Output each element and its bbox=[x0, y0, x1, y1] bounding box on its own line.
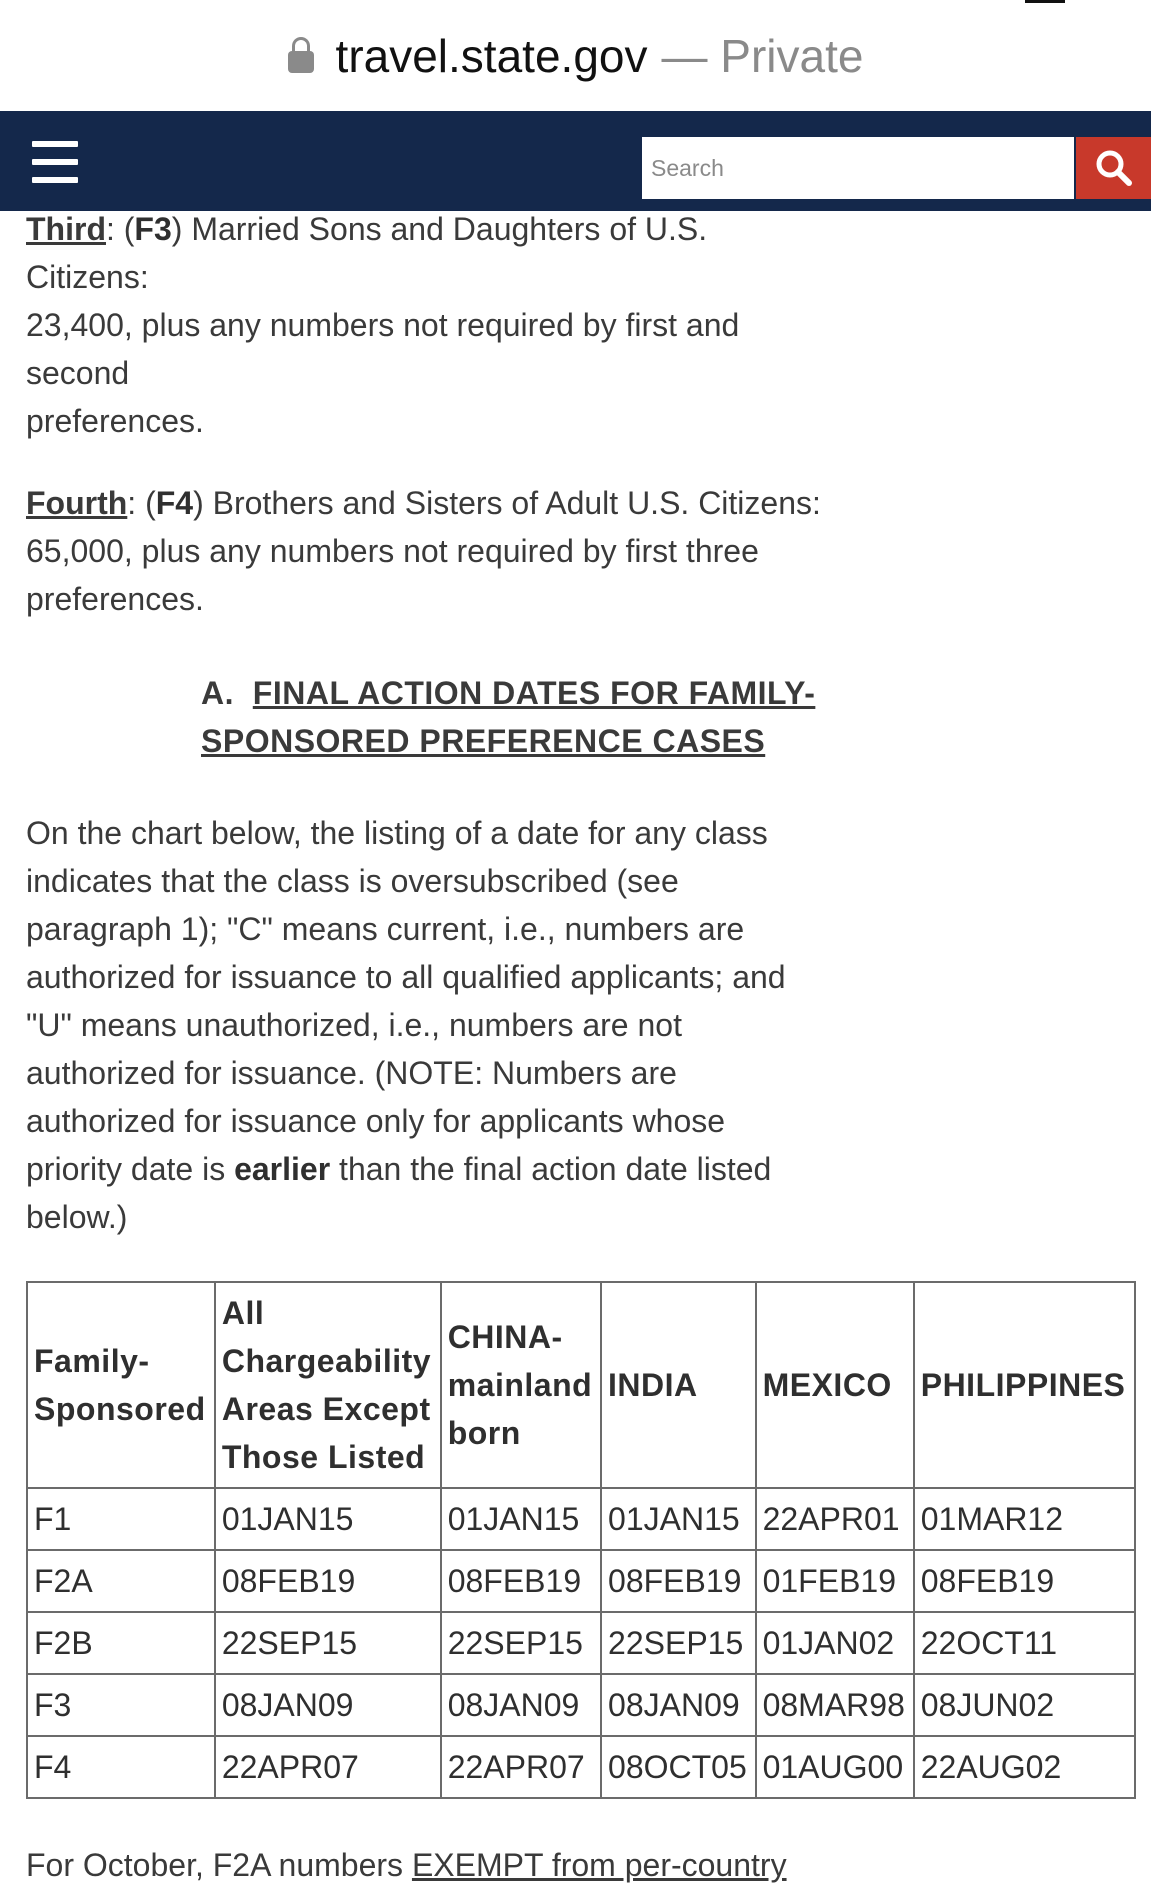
table-cell: 08JAN09 bbox=[215, 1674, 441, 1736]
table-row bbox=[27, 1674, 1135, 1736]
final-action-dates-table bbox=[26, 1281, 1136, 1799]
browser-url-bar[interactable] bbox=[0, 0, 1151, 111]
table-cell: F4 bbox=[27, 1736, 215, 1798]
table-cell: 08JAN09 bbox=[441, 1674, 601, 1736]
table-cell: 08JAN09 bbox=[601, 1674, 756, 1736]
table-row bbox=[27, 1612, 1135, 1674]
table-cell: 08JUN02 bbox=[914, 1674, 1135, 1736]
table-cell: 08FEB19 bbox=[601, 1550, 756, 1612]
search-input[interactable] bbox=[642, 137, 1074, 199]
explanation-bold: earlier bbox=[234, 1151, 331, 1187]
search-icon bbox=[1094, 148, 1134, 188]
table-cell: 08FEB19 bbox=[914, 1550, 1135, 1612]
status-indicator bbox=[1025, 0, 1065, 3]
table-cell: 01MAR12 bbox=[914, 1488, 1135, 1550]
table-cell: 22APR07 bbox=[215, 1736, 441, 1798]
section-title-line-2: SPONSORED PREFERENCE CASES bbox=[201, 723, 766, 759]
table-cell: 22AUG02 bbox=[914, 1736, 1135, 1798]
footer-paragraph bbox=[26, 1841, 1136, 1889]
fourth-code: F4 bbox=[155, 485, 194, 521]
table-cell: 08FEB19 bbox=[441, 1550, 601, 1612]
table-row bbox=[27, 1488, 1135, 1550]
table-cell: F2B bbox=[27, 1612, 215, 1674]
section-heading bbox=[201, 669, 821, 765]
third-text-3: preferences. bbox=[26, 403, 204, 439]
table-cell: 01JAN02 bbox=[756, 1612, 914, 1674]
search-button[interactable] bbox=[1076, 137, 1151, 199]
table-cell: 01FEB19 bbox=[756, 1550, 914, 1612]
private-label: Private bbox=[720, 29, 864, 82]
table-cell: 01JAN15 bbox=[215, 1488, 441, 1550]
fourth-text-2: 65,000, plus any numbers not required by first three bbox=[26, 533, 759, 569]
table-cell: F2A bbox=[27, 1550, 215, 1612]
column-header: INDIA bbox=[601, 1282, 756, 1488]
main-content bbox=[26, 205, 1136, 1889]
exempt-link[interactable]: EXEMPT from per-country bbox=[411, 1847, 787, 1883]
table-cell: F1 bbox=[27, 1488, 215, 1550]
column-header: All Chargeability Areas Except Those Listed bbox=[215, 1282, 441, 1488]
table-cell: 22OCT11 bbox=[914, 1612, 1135, 1674]
table-row bbox=[27, 1736, 1135, 1798]
table-cell: 01JAN15 bbox=[601, 1488, 756, 1550]
third-preference-paragraph: Third: (F3) Married Sons and Daughters of U.S. Citizens: 23,400, plus any numbers not required by first and second preferences. bbox=[26, 211, 740, 439]
explanation-text: On the chart below, the listing of a date for any class indicates that the class is oversubscribed (see paragraph 1); "C" means current, i.e., numbers are authorized for issuance to all qualified applicants; and "U" means unauthorized, i.e., numbers are not authorized for issuance. (NOTE: Numbers are authorized for issuance only for applicants whose priority date is bbox=[26, 815, 786, 1187]
separator: — bbox=[661, 29, 708, 82]
explanation-text-end: than the final action date listed below.) bbox=[26, 1151, 772, 1235]
url-domain: travel.state.gov bbox=[335, 29, 648, 82]
section-title-line-1: FINAL ACTION DATES FOR FAMILY- bbox=[252, 675, 816, 711]
explanation-paragraph bbox=[26, 809, 826, 1241]
private-mode-label bbox=[661, 29, 863, 83]
column-header: MEXICO bbox=[756, 1282, 914, 1488]
fourth-preference-paragraph: Fourth: (F4) Brothers and Sisters of Adult U.S. Citizens: 65,000, plus any numbers not required by first three preferences. bbox=[26, 485, 821, 617]
table-cell: 08OCT05 bbox=[601, 1736, 756, 1798]
column-header: CHINA-mainland born bbox=[441, 1282, 601, 1488]
fourth-label: Fourth bbox=[26, 485, 128, 521]
table-cell: 01JAN15 bbox=[441, 1488, 601, 1550]
table-row bbox=[27, 1550, 1135, 1612]
table-cell: 08FEB19 bbox=[215, 1550, 441, 1612]
menu-icon[interactable] bbox=[32, 141, 78, 183]
table-cell: F3 bbox=[27, 1674, 215, 1736]
table-cell: 01AUG00 bbox=[756, 1736, 914, 1798]
table-cell: 22SEP15 bbox=[215, 1612, 441, 1674]
third-code: F3 bbox=[134, 211, 172, 247]
lock-icon bbox=[288, 51, 314, 73]
column-header: Family-Sponsored bbox=[27, 1282, 215, 1488]
table-cell: 22APR01 bbox=[756, 1488, 914, 1550]
third-text-1: ) Married Sons and Daughters of U.S. Citizens: bbox=[26, 211, 708, 295]
table-cell: 08MAR98 bbox=[756, 1674, 914, 1736]
footer-prefix: For October, F2A numbers bbox=[26, 1847, 412, 1883]
table-header-row bbox=[27, 1282, 1135, 1488]
site-navbar bbox=[0, 111, 1151, 211]
fourth-text-1: ) Brothers and Sisters of Adult U.S. Citizens: bbox=[193, 485, 821, 521]
table-cell: 22SEP15 bbox=[441, 1612, 601, 1674]
column-header: PHILIPPINES bbox=[914, 1282, 1135, 1488]
third-label: Third bbox=[26, 211, 106, 247]
section-letter: A. bbox=[201, 675, 234, 711]
table-cell: 22APR07 bbox=[441, 1736, 601, 1798]
third-text-2: 23,400, plus any numbers not required by first and second bbox=[26, 307, 740, 391]
fourth-text-3: preferences. bbox=[26, 581, 204, 617]
table-cell: 22SEP15 bbox=[601, 1612, 756, 1674]
